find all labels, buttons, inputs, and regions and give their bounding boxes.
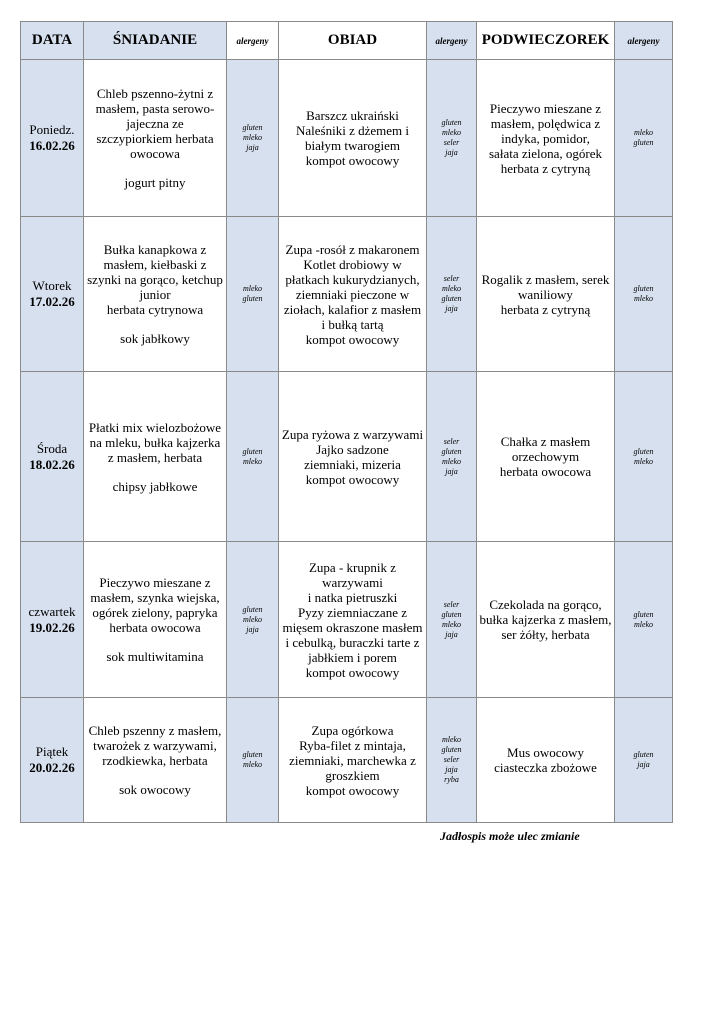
meal-line: Chałka z masłem <box>500 434 591 449</box>
meal-line: herbata z cytryną <box>500 160 591 176</box>
allergen-cell <box>427 372 477 542</box>
day-date: 16.02.26 <box>29 138 75 153</box>
day-cell <box>21 698 84 823</box>
allergen-item: gluten <box>441 294 462 303</box>
snack-cell <box>477 542 615 698</box>
meal-line: Zupa ogórkowa <box>311 722 394 738</box>
meal-line: na mleku, bułka kajzerka <box>89 434 221 450</box>
allergen-item: gluten <box>441 609 462 619</box>
allergen-item: gluten <box>242 123 263 132</box>
day-name: Poniedz. <box>29 122 75 137</box>
allergen-item: gluten <box>633 138 654 147</box>
allergen-cell <box>227 60 279 217</box>
header-allergens: alergeny <box>427 22 477 60</box>
allergen-cell <box>615 698 673 823</box>
meal-line: Chleb pszenny z masłem, <box>88 723 222 738</box>
allergen-cell <box>615 217 673 372</box>
allergen-item: jaja <box>445 765 458 774</box>
header-date: DATA <box>21 22 84 60</box>
header-breakfast: ŚNIADANIE <box>84 22 227 60</box>
lunch-cell <box>279 542 427 698</box>
meal-line: Czekolada na gorąco, <box>489 597 602 612</box>
meal-line: Naleśniki z dżemem i <box>296 123 409 138</box>
allergen-item: mleko <box>441 284 462 293</box>
allergen-cell <box>227 698 279 823</box>
meal-line: kompot owocowy <box>305 331 400 347</box>
meal-line: Chleb pszenno-żytni z <box>96 86 214 101</box>
allergen-item: mleko <box>242 456 263 466</box>
meal-line: ziemniaki, mizeria <box>304 456 401 472</box>
snack-cell <box>477 217 615 372</box>
allergen-item: jaja <box>246 143 259 152</box>
snack-cell <box>477 60 615 217</box>
day-name: Środa <box>36 440 68 456</box>
header-allergens: alergeny <box>615 22 673 60</box>
allergen-item: jaja <box>246 624 259 634</box>
meal-line: Mus owocowy <box>507 745 584 760</box>
allergen-item: jaja <box>445 629 458 639</box>
meal-line: Zupa ryżowa z warzywami <box>281 426 424 442</box>
meal-line: rzodkiewka, herbata <box>102 753 208 768</box>
breakfast-cell <box>84 372 227 542</box>
meal-line: i cebulką, buraczki tarte z <box>285 634 420 650</box>
meal-line: Zupa - krupnik z <box>308 559 396 575</box>
allergen-item: mleko <box>633 456 654 466</box>
allergen-item: mleko <box>633 128 654 137</box>
allergen-item: mleko <box>441 735 462 744</box>
allergen-item: gluten <box>633 609 654 619</box>
allergen-item: gluten <box>242 294 263 303</box>
header-allergens: alergeny <box>227 22 279 60</box>
meal-line: junior <box>139 287 171 302</box>
allergen-item: mleko <box>242 133 263 142</box>
meal-line: Barszcz ukraiński <box>306 108 399 123</box>
day-date: 19.02.26 <box>29 619 75 635</box>
allergen-cell <box>227 542 279 698</box>
allergen-item: gluten <box>441 745 462 754</box>
allergen-item: gluten <box>633 446 654 456</box>
allergen-item: gluten <box>242 446 263 456</box>
meal-line: kompot owocowy <box>305 782 400 798</box>
allergen-item: mleko <box>441 456 462 466</box>
meal-line: Ryba-filet z mintaja, <box>299 737 406 753</box>
allergen-cell <box>427 217 477 372</box>
breakfast-cell <box>84 217 227 372</box>
meal-line: orzechowym <box>511 449 580 464</box>
meal-line: owocowa <box>130 146 180 161</box>
allergen-cell <box>427 60 477 217</box>
meal-line: Pieczywo mieszane z <box>99 575 211 590</box>
allergen-cell <box>615 542 673 698</box>
allergen-item: jaja <box>445 466 458 476</box>
menu-row <box>21 60 673 217</box>
meal-line: herbata owocowa <box>499 464 592 479</box>
meal-line: masłem, szynka wiejska, <box>90 590 220 605</box>
header-row <box>21 22 673 60</box>
meal-line: masłem, pasta serowo- <box>95 101 215 116</box>
snack-cell <box>477 698 615 823</box>
lunch-cell <box>279 698 427 823</box>
meal-line <box>84 161 226 175</box>
day-cell <box>21 542 84 698</box>
meal-line: Zupa -rosół z makaronem <box>285 241 420 257</box>
meal-line: waniliowy <box>518 286 573 302</box>
meal-line: ziemniaki pieczone w <box>295 286 410 302</box>
allergen-item: mleko <box>242 284 263 293</box>
day-date: 17.02.26 <box>29 294 75 309</box>
day-cell <box>21 372 84 542</box>
meal-line: i natka pietruszki <box>307 589 398 605</box>
meal-line: szynki na gorąco, ketchup <box>87 272 223 287</box>
header-snack: PODWIECZOREK <box>477 22 615 60</box>
meal-line: ogórek zielony, papryka <box>92 605 218 620</box>
meal-line: Płatki mix wielozbożowe <box>88 419 222 435</box>
meal-line: bułka kajzerka z masłem, <box>479 612 612 627</box>
allergen-item: mleko <box>633 619 654 629</box>
allergen-cell <box>227 372 279 542</box>
meal-line: i bułką tartą <box>321 316 384 332</box>
meal-line: mięsem okraszone masłem <box>282 619 423 635</box>
meal-line: masłem, kiełbaski z <box>103 257 207 272</box>
allergen-item: mleko <box>242 614 263 624</box>
meal-line: herbata owocowa <box>109 620 201 635</box>
allergen-cell <box>227 217 279 372</box>
breakfast-cell <box>84 698 227 823</box>
meal-line: jabłkiem i porem <box>308 649 397 665</box>
menu-body <box>21 60 673 823</box>
allergen-cell <box>427 542 477 698</box>
lunch-cell <box>279 217 427 372</box>
meal-line: płatkach kukurydzianych, <box>285 271 420 287</box>
meal-line: jajeczna ze <box>126 116 184 131</box>
menu-table <box>20 21 673 823</box>
menu-row <box>21 698 673 823</box>
allergen-item: gluten <box>242 750 263 759</box>
day-name: czwartek <box>28 603 76 619</box>
allergen-item: seler <box>443 138 460 147</box>
menu-row <box>21 372 673 542</box>
allergen-item: seler <box>443 599 460 609</box>
meal-line: Pieczywo mieszane z <box>489 100 602 116</box>
meal-line: masłem, polędwica z <box>490 115 601 131</box>
allergen-item: seler <box>443 436 460 446</box>
meal-line: herbata cytrynowa <box>106 302 204 317</box>
meal-line: Kotlet drobiowy w <box>303 256 402 272</box>
meal-line: herbata z cytryną <box>500 301 591 317</box>
lunch-cell <box>279 60 427 217</box>
allergen-cell <box>615 372 673 542</box>
allergen-item: mleko <box>633 294 654 303</box>
meal-line: Jajko sadzone <box>316 441 389 457</box>
allergen-item: jaja <box>445 148 458 157</box>
meal-line: ziołach, kalafior z masłem <box>283 301 422 317</box>
breakfast-cell <box>84 60 227 217</box>
meal-line: Rogalik z masłem, serek <box>481 271 610 287</box>
day-name: Piątek <box>35 744 69 759</box>
meal-line: kompot owocowy <box>305 664 400 680</box>
meal-line: ser żółty, herbata <box>501 627 590 642</box>
allergen-item: mleko <box>242 760 263 769</box>
meal-line: kompot owocowy <box>305 471 400 487</box>
meal-line <box>84 317 226 331</box>
menu-row <box>21 217 673 372</box>
allergen-item: gluten <box>441 446 462 456</box>
meal-line: indyka, pomidor, <box>501 130 590 146</box>
menu-row <box>21 542 673 698</box>
meal-line <box>84 465 226 479</box>
meal-line: Pyzy ziemniaczane z <box>298 604 407 620</box>
meal-line: kompot owocowy <box>305 153 400 168</box>
meal-line: sok jabłkowy <box>120 331 190 346</box>
allergen-item: mleko <box>441 128 462 137</box>
meal-line: sok multiwitamina <box>106 649 204 664</box>
day-cell <box>21 60 84 217</box>
meal-line: jogurt pitny <box>124 175 186 190</box>
meal-line: chipsy jabłkowe <box>112 478 198 494</box>
allergen-item: gluten <box>242 604 263 614</box>
allergen-cell <box>615 60 673 217</box>
allergen-cell <box>427 698 477 823</box>
day-date: 18.02.26 <box>29 456 75 472</box>
meal-line: sok owocowy <box>119 782 191 797</box>
meal-line: szczypiorkiem herbata <box>96 131 214 146</box>
breakfast-cell <box>84 542 227 698</box>
day-date: 20.02.26 <box>29 760 75 775</box>
lunch-cell <box>279 372 427 542</box>
menu-change-note: Jadłospis może ulec zmianie <box>440 829 580 843</box>
allergen-item: gluten <box>633 750 654 759</box>
meal-line: twarożek z warzywami, <box>93 738 217 753</box>
allergen-item: seler <box>443 274 460 283</box>
allergen-item: seler <box>443 755 460 764</box>
meal-line: ciasteczka zbożowe <box>494 760 597 775</box>
meal-line: ziemniaki, marchewka z <box>289 752 416 768</box>
allergen-item: gluten <box>633 284 654 293</box>
allergen-item: mleko <box>441 619 462 629</box>
allergen-item: jaja <box>445 304 458 313</box>
day-name: Wtorek <box>32 278 72 293</box>
meal-line: sałata zielona, ogórek <box>489 145 602 161</box>
allergen-item: gluten <box>441 118 462 127</box>
snack-cell <box>477 372 615 542</box>
meal-line <box>84 768 226 782</box>
meal-line: Bułka kanapkowa z <box>103 242 207 257</box>
day-cell <box>21 217 84 372</box>
allergen-item: jaja <box>637 760 650 769</box>
meal-line: warzywami <box>322 574 383 590</box>
meal-line: z masłem, herbata <box>107 449 203 465</box>
header-lunch: OBIAD <box>279 22 427 60</box>
meal-line <box>84 635 226 649</box>
meal-line: białym twarogiem <box>305 138 400 153</box>
meal-line: groszkiem <box>325 767 380 783</box>
allergen-item: ryba <box>444 775 459 784</box>
